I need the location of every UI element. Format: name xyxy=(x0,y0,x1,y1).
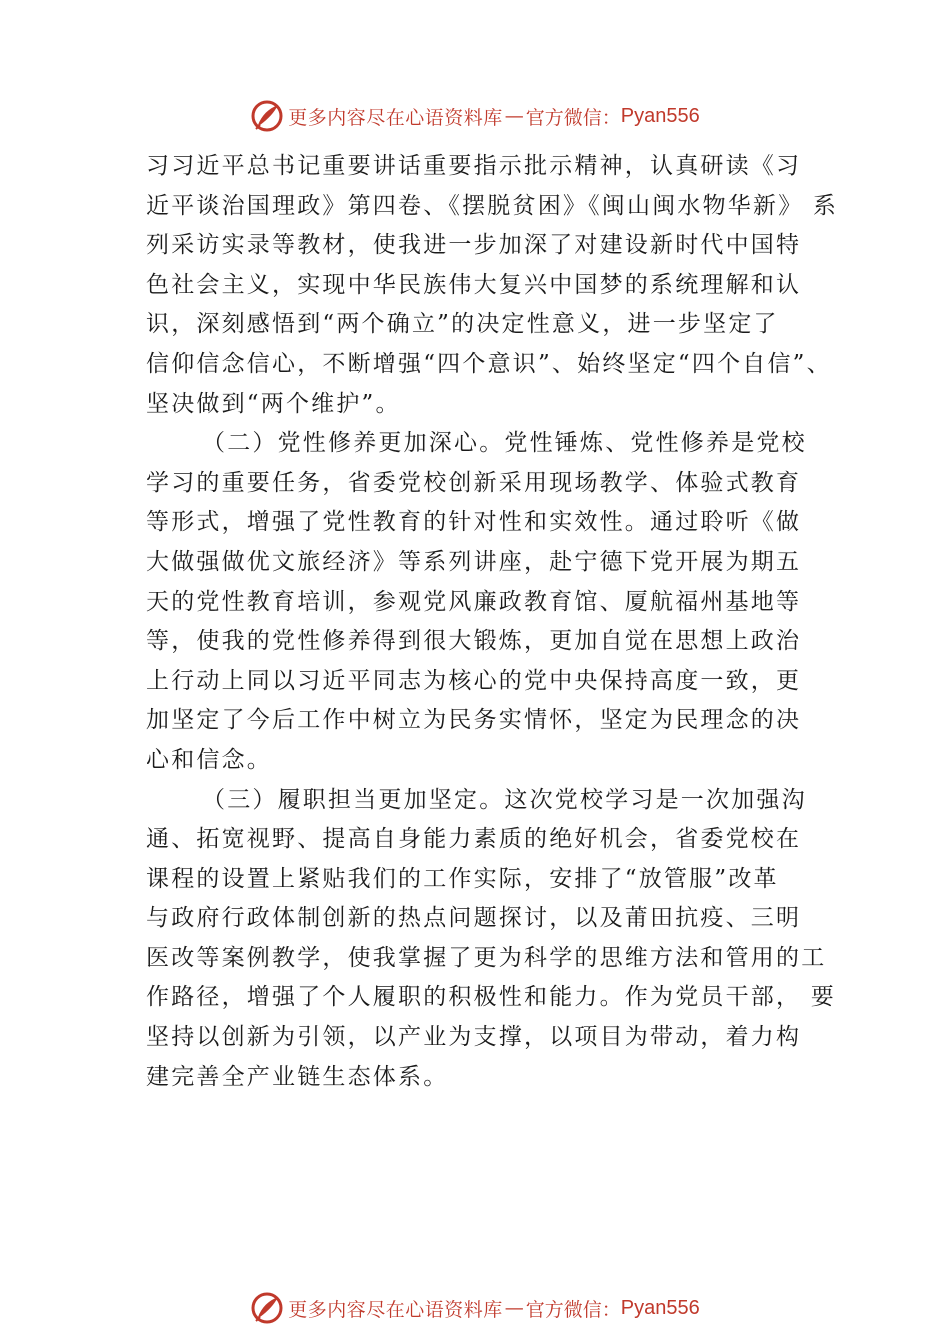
document-body xyxy=(146,147,839,1097)
text-line: 与政府行政体制创新的热点问题探讨，以及莆田抗疫、三明 xyxy=(146,905,802,932)
text-line: 列采访实录等教材，使我进一步加深了对建设新时代中国特 xyxy=(146,232,802,259)
text-line: 作路径，增强了个人履职的积极性和能力。作为党员干部， 要 xyxy=(146,984,836,1011)
text-line: 医改等案例教学，使我掌握了更为科学的思维方法和管用的工 xyxy=(146,944,827,971)
text-line: 坚决做到“两个维护”。 xyxy=(146,390,401,417)
text-line: （三）履职担当更加坚定。这次党校学习是一次加强沟 xyxy=(202,786,807,813)
feather-logo-icon xyxy=(250,1291,284,1325)
header-site-name: 更多内容尽在心语资料库 xyxy=(288,106,503,129)
text-line: 识，深刻感悟到“两个确立”的决定性意义，进一步坚定了 xyxy=(146,311,779,338)
text-line: （二）党性修养更加深心。党性锤炼、党性修养是党校 xyxy=(202,430,807,457)
header-banner xyxy=(0,94,950,138)
text-line: 天的党性教育培训，参观党风廉政教育馆、厦航福州基地等 xyxy=(146,588,802,615)
header-contact-id: Pyan556 xyxy=(620,104,700,127)
text-line: 上行动上同以习近平同志为核心的党中央保持高度一致，更 xyxy=(146,667,802,694)
text-line: 坚持以创新为引领，以产业为支撑，以项目为带动，着力构 xyxy=(146,1024,802,1051)
header-contact-label: 官方微信： xyxy=(525,106,621,129)
text-line: 心和信念。 xyxy=(146,746,272,773)
text-line: 习习近平总书记重要讲话重要指示批示精神，认真研读《习 xyxy=(146,153,802,179)
footer-banner xyxy=(0,1286,950,1330)
text-line: 等，使我的党性修养得到很大锻炼，更加自觉在思想上政治 xyxy=(146,628,802,655)
text-line: 通、拓宽视野、提高自身能力素质的绝好机会，省委党校在 xyxy=(146,826,802,853)
text-line: 建完善全产业链生态体系。 xyxy=(146,1063,449,1090)
text-line: 课程的设置上紧贴我们的工作实际，安排了“放管服”改革 xyxy=(146,865,779,892)
feather-logo-icon xyxy=(250,99,284,133)
text-line: 色社会主义，实现中华民族伟大复兴中国梦的系统理解和认 xyxy=(146,271,802,298)
text-line: 加坚定了今后工作中树立为民务实情怀，坚定为民理念的决 xyxy=(146,707,802,734)
footer-site-name: 更多内容尽在心语资料库 xyxy=(288,1298,503,1321)
footer-contact-label: 官方微信： xyxy=(525,1298,621,1321)
header-separator: — xyxy=(504,105,524,127)
text-line: 大做强做优文旅经济》等系列讲座，赴宁德下党开展为期五 xyxy=(146,548,802,575)
text-line: 学习的重要任务，省委党校创新采用现场教学、体验式教育 xyxy=(146,469,802,496)
text-line: 近平谈治国理政》第四卷、《摆脱贫困》《闽山闽水物华新》 系 xyxy=(146,192,839,219)
footer-separator: — xyxy=(504,1297,524,1319)
text-line: 信仰信念信心，不断增强“四个意识”、始终坚定“四个自信”、 xyxy=(146,350,832,377)
text-line: 等形式，增强了党性教育的针对性和实效性。通过聆听《做 xyxy=(146,509,802,536)
footer-contact-id: Pyan556 xyxy=(620,1296,700,1319)
